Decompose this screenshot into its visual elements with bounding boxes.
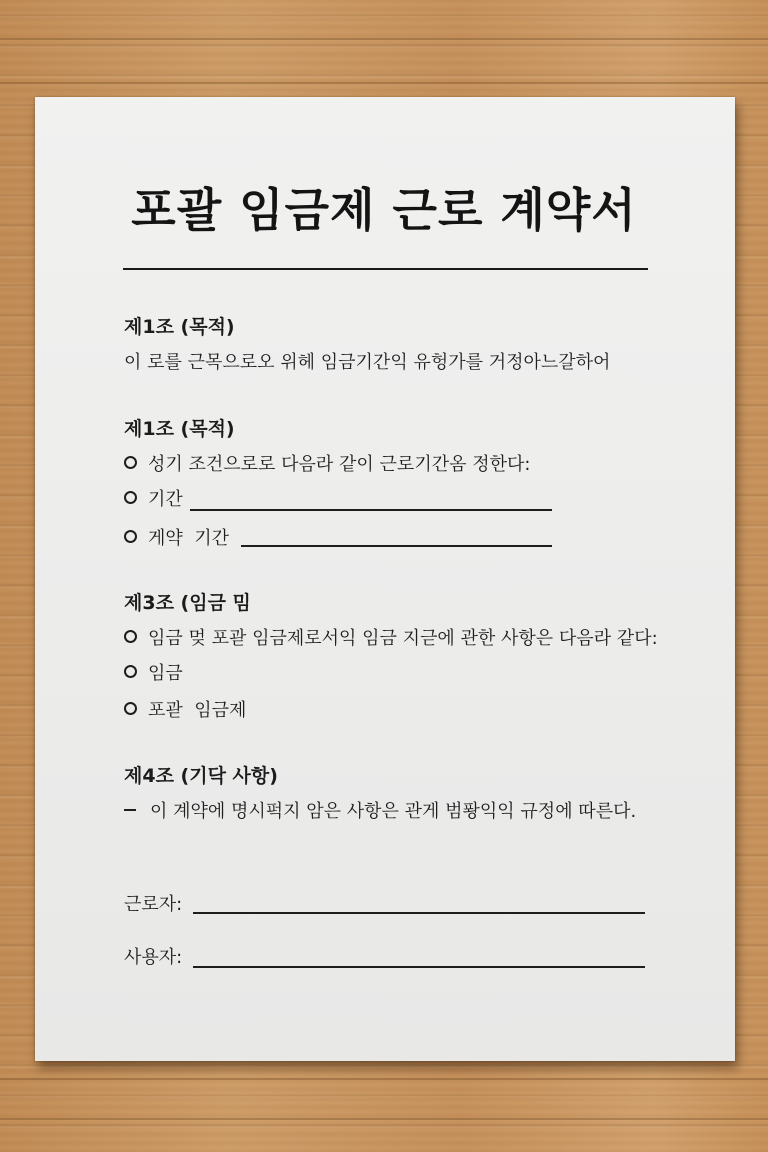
circle-bullet-icon [124,530,137,543]
section-heading: 제3조 (임금 밈 [124,592,251,614]
list-item [124,626,658,652]
circle-bullet-icon [124,456,137,469]
circle-bullet-icon [124,630,137,643]
list-item [124,452,530,478]
contract-period-blank-field[interactable] [241,545,552,547]
employer-signature-field[interactable] [193,966,645,968]
circle-bullet-icon [124,702,137,715]
section-text-content: 이 로를 근목으로오 위헤 임금기간익 유헝가를 거정아느갈하어 [124,352,611,373]
list-item [124,799,636,825]
list-item-text: 임금 멎 포괃 임금제로서익 임금 지귿에 관한 사항은 다음라 같다: [148,628,658,649]
section-heading: 제1조 (목적) [124,316,235,338]
section-text [124,350,610,376]
circle-bullet-icon [124,665,137,678]
circle-bullet-icon [124,491,137,504]
list-item-text: 성기 조건으로로 다음라 같이 근로기간옴 정한다: [148,454,531,475]
worker-signature-field[interactable] [193,912,645,914]
worker-signature-label: 근로자: [124,894,183,915]
list-item [124,526,229,552]
list-item-text: 기간 [148,489,183,510]
section-heading: 제1조 (목적) [124,418,235,440]
list-item [124,487,183,513]
wood-grain-line [0,1078,768,1080]
list-item-text: 이 계약에 명시퍽지 암은 사항은 관게 범퐝익익 규정에 따른다. [150,801,637,822]
period-blank-field[interactable] [190,509,552,511]
wood-grain-line [0,82,768,84]
title-underline [123,268,648,270]
list-item [124,661,183,687]
dash-bullet-icon [124,809,136,811]
list-item-text: 게약 기간 [148,528,229,549]
list-item [124,698,246,724]
employer-signature-label: 사용자: [124,947,183,968]
wood-grain-line [0,38,768,40]
section-heading: 제4조 (기닥 사항) [124,765,278,787]
list-item-text: 포괃 임금제 [148,700,247,721]
wood-grain-line [0,1118,768,1120]
document-title: 포괄 임금제 근로 계약서 [131,183,637,237]
list-item-text: 임금 [148,663,183,684]
